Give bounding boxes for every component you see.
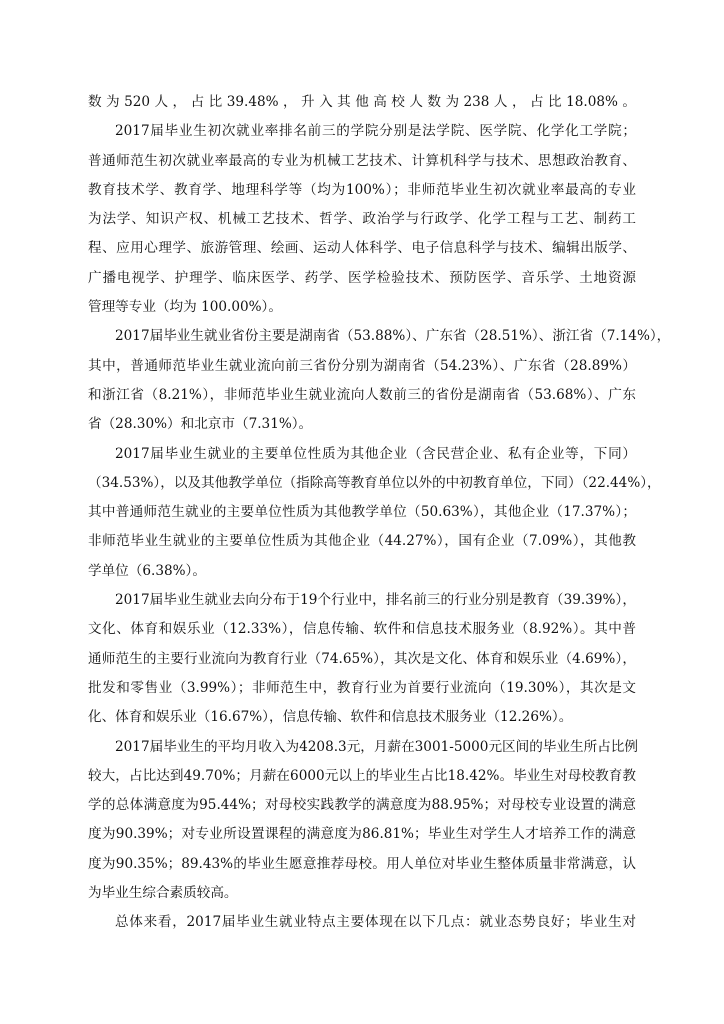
text-line: 和浙江省（8.21%），非师范毕业生就业流向人数前三的省份是湖南省（53.68%）、广东 (88, 386, 636, 403)
text-line: 2017届毕业生的平均月收入为4208.3元，月薪在3001-5000元区间的毕业生所占比例 (115, 738, 638, 755)
text-line: 数为520人，占比39.48%，升入其他高校人数为238人，占比18.08%。 (88, 94, 636, 110)
text-line: 学的总体满意度为95.44%；对母校实践教学的满意度为88.95%；对母校专业设置的满意 (88, 797, 636, 814)
text-line: 程、应用心理学、旅游管理、绘画、运动人体科学、电子信息科学与技术、编辑出版学、 (88, 240, 636, 257)
text-line: 较大，占比达到49.70%；月薪在6000元以上的毕业生占比18.42%。毕业生对母校教育教 (88, 767, 636, 784)
text-line: 其中，普通师范毕业生就业流向前三省份分别为湖南省（54.23%）、广东省（28.89%） (88, 357, 636, 374)
text-line: 2017届毕业生就业去向分布于19个行业中，排名前三的行业分别是教育（39.39%）， (115, 592, 636, 609)
text-line: 省（28.30%）和北京市（7.31%）。 (88, 416, 313, 433)
text-line: 学单位（6.38%）。 (88, 562, 206, 579)
document-body (88, 88, 671, 938)
text-line: 广播电视学、护理学、临床医学、药学、医学检验技术、预防医学、音乐学、土地资源 (88, 269, 636, 286)
text-line: 度为90.35%；89.43%的毕业生愿意推荐母校。用人单位对毕业生整体质量非常满意，认 (88, 855, 636, 872)
text-line: 化、体育和娱乐业（16.67%），信息传输、软件和信息技术服务业（12.26%）。 (88, 709, 573, 726)
text-line: 度为90.39%；对专业所设置课程的满意度为86.81%；毕业生对学生人才培养工作的满意 (88, 826, 636, 843)
text-line: 通师范生的主要行业流向为教育行业（74.65%），其次是文化、体育和娱乐业（4.69%）， (88, 650, 636, 667)
text-line: 为法学、知识产权、机械工艺技术、哲学、政治学与行政学、化学工程与工艺、制药工 (88, 211, 636, 228)
text-line: 管理等专业（均为 100.00%）。 (88, 299, 282, 316)
text-line: 为毕业生综合素质较高。 (88, 885, 238, 902)
text-line: 2017届毕业生就业省份主要是湖南省（53.88%）、广东省（28.51%）、浙江省（7.14%）， (115, 328, 671, 345)
text-line: 批发和零售业（3.99%）；非师范生中，教育行业为首要行业流向（19.30%），其次是文 (88, 679, 636, 696)
text-line: 其中普通师范生就业的主要单位性质为其他教学单位（50.63%），其他企业（17.37%）； (88, 504, 636, 521)
text-line: 普通师范生初次就业率最高的专业为机械工艺技术、计算机科学与技术、思想政治教育、 (88, 152, 636, 169)
text-line: 非师范毕业生就业的主要单位性质为其他企业（44.27%），国有企业（7.09%），其他教 (88, 533, 636, 550)
text-line: 2017届毕业生初次就业率排名前三的学院分别是法学院、医学院、化学化工学院； (115, 123, 636, 140)
text-line: 总体来看，2017届毕业生就业特点主要体现在以下几点：就业态势良好；毕业生对 (115, 914, 636, 931)
text-line: 教育技术学、教育学、地理科学等（均为100%）；非师范毕业生初次就业率最高的专业 (88, 181, 636, 198)
text-line: 文化、体育和娱乐业（12.33%），信息传输、软件和信息技术服务业（8.92%）。其中普 (88, 621, 636, 638)
text-line: 2017届毕业生就业的主要单位性质为其他企业（含民营企业、私有企业等，下同） (115, 445, 636, 462)
text-line: （34.53%），以及其他教学单位（指除高等教育单位以外的中初教育单位，下同）（22.44%）， (88, 474, 661, 491)
